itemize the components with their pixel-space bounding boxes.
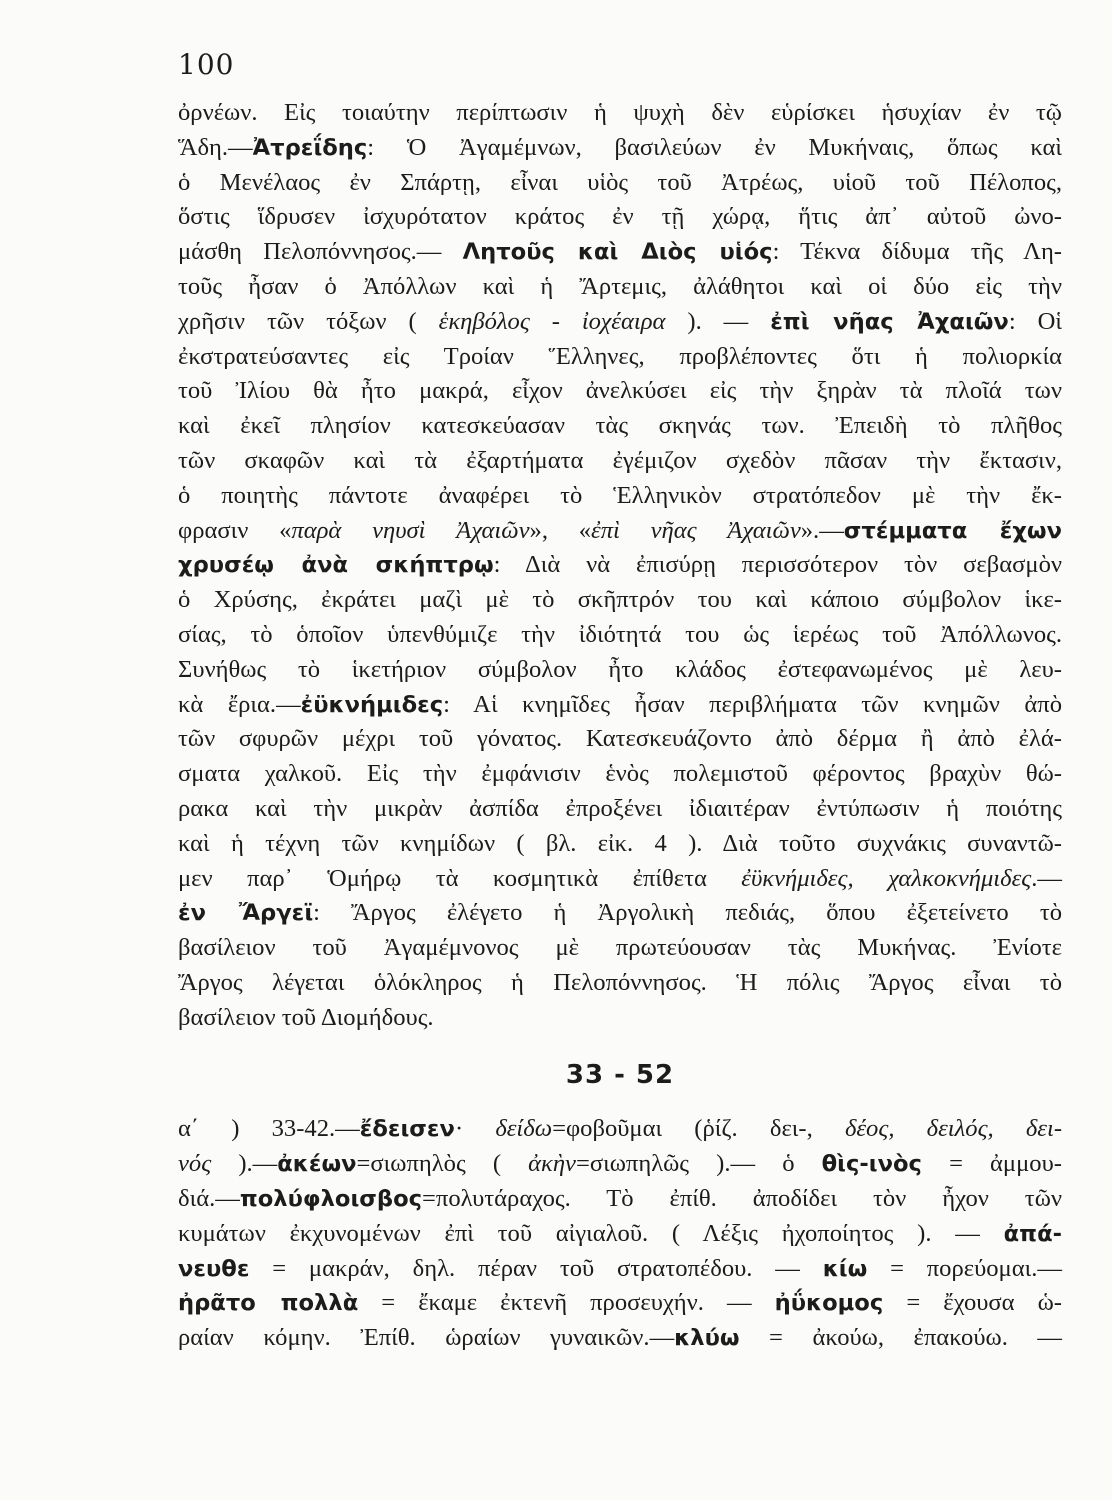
quoted-term: δείδω — [495, 1115, 553, 1143]
text-segment: Συνήθως τὸ ἱκετήριον σύμβολον ἦτο κλάδος ἐστεφανωμένος μὲ λευ- — [178, 655, 1062, 683]
lemma-term: Λητοῦς καὶ Διὸς υἱός — [462, 239, 773, 266]
text-line — [178, 862, 1062, 897]
text-segment: = ἀκούω, ἐπακούω. — — [739, 1324, 1062, 1352]
lemma-term: νευθε — [178, 1255, 250, 1282]
text-segment: ).— — [211, 1150, 278, 1178]
text-segment: ). — — [665, 307, 771, 335]
text-segment: τοῦς ἦσαν ὁ Ἀπόλλων καὶ ἡ Ἄρτεμις, ἀλάθητοι καὶ οἱ δύο εἰς τὴν — [178, 272, 1062, 300]
text-segment: σίας, τὸ ὁποῖον ὑπενθύμιζε τὴν ἰδιότητά του ὡς ἱερέως τοῦ Ἀπόλλωνος. — [178, 620, 1062, 648]
text-line — [178, 1182, 1062, 1217]
quoted-term: παρὰ νηυσὶ Ἀχαιῶν — [291, 516, 530, 544]
quoted-term: ἀκὴν — [528, 1150, 576, 1178]
lemma-term: κλύω — [674, 1325, 740, 1352]
text-segment: = ἔχουσα ὡ- — [883, 1289, 1063, 1317]
text-segment: = ἔκαμε ἐκτενῆ προσευχήν. — — [358, 1289, 775, 1317]
text-segment: κὰ ἔρια.— — [178, 690, 301, 718]
text-segment: φρασιν « — [178, 516, 292, 544]
text-segment: .— — [1031, 864, 1062, 892]
text-segment: α΄ ) 33-42.— — [178, 1115, 360, 1143]
text-segment: τῶν σκαφῶν καὶ τὰ ἐξαρτήματα ἐγέμιζον σχεδὸν πᾶσαν τὴν ἔκτασιν, — [178, 446, 1062, 474]
text-line — [178, 270, 1062, 305]
text-line — [178, 1321, 1062, 1356]
text-line — [178, 1147, 1062, 1182]
text-line — [178, 757, 1062, 792]
text-line — [178, 479, 1062, 514]
text-segment: : Ὁ Ἀγαμέμνων, βασιλεύων ἐν Μυκήναις, ὅπως καὶ — [367, 133, 1062, 161]
text-line — [178, 827, 1062, 862]
text-line — [178, 340, 1062, 375]
text-segment: καὶ ἡ τέχνη τῶν κνημίδων ( βλ. εἰκ. 4 ). Διὰ τοῦτο συχνάκις συναντῶ- — [178, 829, 1062, 857]
text-line — [178, 618, 1062, 653]
text-line — [178, 200, 1062, 235]
lemma-term: ἠρᾶτο πολλὰ — [178, 1290, 359, 1317]
quoted-term: ἑκηβόλος - ἰοχέαιρα — [438, 307, 666, 335]
text-segment: τοῦ Ἰλίου θὰ ἦτο μακρά, εἶχον ἀνελκύσει εἰς τὴν ξηρὰν τὰ πλοῖά των — [178, 377, 1062, 405]
text-line — [178, 1217, 1062, 1252]
commentary-block-2 — [178, 1112, 1062, 1356]
text-line — [178, 792, 1062, 827]
text-line — [178, 374, 1062, 409]
text-line — [178, 966, 1062, 1001]
lemma-term: ἐϋκνήμιδες — [300, 691, 444, 718]
lemma-term: κίω — [822, 1255, 868, 1282]
text-segment: = μακράν, δηλ. πέραν τοῦ στρατοπέδου. — — [249, 1254, 823, 1282]
text-segment: ἐκστρατεύσαντες εἰς Τροίαν Ἕλληνες, προβλέποντες ὅτι ἡ πολιορκία — [178, 342, 1062, 370]
text-line — [178, 896, 1062, 931]
text-line — [178, 96, 1062, 131]
section-heading: 33 - 52 — [565, 1059, 675, 1090]
text-segment: ὅστις ἵδρυσεν ἰσχυρότατον κράτος ἐν τῇ χώρᾳ, ἥτις ἀπ᾽ αὐτοῦ ὠνο- — [178, 203, 1062, 231]
text-segment: μεν παρ᾽ Ὁμήρῳ τὰ κοσμητικὰ ἐπίθετα — [178, 864, 742, 892]
commentary-text — [178, 96, 1062, 1356]
text-line — [178, 1001, 1062, 1036]
text-segment: χρῆσιν τῶν τόξων ( — [178, 307, 439, 335]
text-segment: ὀρνέων. Εἰς τοιαύτην περίπτωσιν ἡ ψυχὴ δὲν εὑρίσκει ἡσυχίαν ἐν τῷ — [178, 99, 1062, 126]
text-segment: βασίλειον τοῦ Διομήδους. — [178, 1003, 434, 1031]
text-segment: = ἀμμου- — [921, 1150, 1062, 1178]
text-segment: : Αἱ κνημῖδες ἦσαν περιβλήματα τῶν κνημῶν ἀπὸ — [443, 690, 1062, 718]
text-segment: Ἅδη.— — [178, 133, 253, 161]
text-segment: μάσθη Πελοπόννησος.— — [178, 238, 463, 266]
text-segment: ρακα καὶ τὴν μικρὰν ἀσπίδα ἐπροξένει ἰδιαιτέραν ἐντύπωσιν ἡ ποιότης — [178, 794, 1062, 822]
text-line — [178, 444, 1062, 479]
page-number: 100 — [178, 48, 235, 81]
text-segment: κυμάτων ἐκχυνομένων ἐπὶ τοῦ αἰγιαλοῦ. ( Λέξις ἠχοποίητος ). — — [178, 1219, 1004, 1247]
text-segment: ὁ Χρύσης, ἐκράτει μαζὶ μὲ τὸ σκῆπτρόν του καὶ κάποιο σύμβολον ἱκε- — [178, 586, 1062, 614]
lemma-term: πολύφλοισβος — [239, 1185, 423, 1212]
text-line — [178, 166, 1062, 201]
text-segment: =φοβοῦμαι (ῥίζ. δει-, — [552, 1115, 845, 1143]
text-line — [178, 583, 1062, 618]
quoted-term: ἐϋκνήμιδες, χαλκοκνήμιδες — [741, 864, 1032, 892]
lemma-term: ἀπά- — [1003, 1220, 1062, 1247]
text-segment: ραίαν κόμην. Ἐπίθ. ὡραίων γυναικῶν.— — [178, 1324, 675, 1352]
text-segment: =σιωπηλὸς ( — [356, 1150, 529, 1178]
text-segment: =σιωπηλῶς ).— ὁ — [575, 1150, 822, 1178]
text-line — [178, 1112, 1062, 1147]
text-segment: : Διὰ νὰ ἐπισύρῃ περισσότερον τὸν σεβασμὸν — [493, 551, 1062, 579]
text-segment: =πολυτάραχος. Τὸ ἐπίθ. ἀποδίδει τὸν ἦχον τῶν — [422, 1184, 1062, 1212]
text-segment: ».— — [800, 516, 844, 544]
text-line — [178, 514, 1062, 549]
text-line — [178, 1286, 1062, 1321]
text-line — [178, 688, 1062, 723]
text-line — [178, 235, 1062, 270]
lemma-term: στέμματα ἔχων — [843, 517, 1063, 544]
text-segment: : Οἱ — [1008, 307, 1063, 335]
commentary-block-1 — [178, 96, 1062, 1036]
text-segment: διά.— — [178, 1184, 240, 1212]
text-line — [178, 305, 1062, 340]
lemma-term: ἀκέων — [277, 1151, 357, 1178]
text-line — [178, 653, 1062, 688]
quoted-term: νός — [178, 1150, 212, 1178]
lemma-term: ἐπὶ νῆας Ἀχαιῶν — [770, 308, 1009, 335]
text-segment: Ἄργος λέγεται ὁλόκληρος ἡ Πελοπόννησος. Ἡ πόλις Ἄργος εἶναι τὸ — [178, 968, 1062, 996]
text-line — [178, 722, 1062, 757]
lemma-term: ἠΰκομος — [774, 1290, 884, 1317]
text-segment: = πορεύομαι.— — [867, 1254, 1062, 1282]
quoted-term: δέος, δειλός, δει- — [844, 1115, 1063, 1143]
lemma-term: Ἀτρεΐδης — [252, 134, 368, 161]
text-segment: σματα χαλκοῦ. Εἰς τὴν ἐμφάνισιν ἑνὸς πολεμιστοῦ φέροντος βραχὺν θώ- — [178, 760, 1062, 788]
text-line — [178, 131, 1062, 166]
text-segment: : Τέκνα δίδυμα τῆς Λη- — [772, 238, 1062, 266]
text-segment: ὁ ποιητὴς πάντοτε ἀναφέρει τὸ Ἑλληνικὸν στρατόπεδον μὲ τὴν ἔκ- — [178, 481, 1062, 509]
text-segment: · — [454, 1115, 496, 1143]
lemma-term: ἐν Ἄργεϊ — [178, 900, 314, 927]
text-line — [178, 931, 1062, 966]
text-segment: βασίλειον τοῦ Ἀγαμέμνονος μὲ πρωτεύουσαν τὰς Μυκήνας. Ἐνίοτε — [178, 934, 1062, 962]
text-segment: », « — [529, 516, 592, 544]
text-segment: : Ἄργος ἐλέγετο ἡ Ἀργολικὴ πεδιάς, ὅπου ἐξετείνετο τὸ — [313, 899, 1062, 927]
lemma-term: χρυσέῳ ἀνὰ σκήπτρῳ — [178, 552, 494, 579]
text-segment: τῶν σφυρῶν μέχρι τοῦ γόνατος. Κατεσκευάζοντο ἀπὸ δέρμα ἢ ἀπὸ ἐλά- — [178, 725, 1062, 753]
text-line — [178, 548, 1062, 583]
lemma-term: ἔδεισεν — [359, 1116, 455, 1143]
text-line — [178, 409, 1062, 444]
quoted-term: ἐπὶ νῆας Ἀχαιῶν — [591, 516, 801, 544]
lemma-term: θὶς-ινὸς — [821, 1151, 922, 1178]
text-segment: ὁ Μενέλαος ἐν Σπάρτῃ, εἶναι υἱὸς τοῦ Ἀτρέως, υἱοῦ τοῦ Πέλοπος, — [178, 168, 1062, 196]
text-line — [178, 1252, 1062, 1287]
text-segment: καὶ ἐκεῖ πλησίον κατεσκεύασαν τὰς σκηνάς των. Ἐπειδὴ τὸ πλῆθος — [178, 412, 1062, 440]
